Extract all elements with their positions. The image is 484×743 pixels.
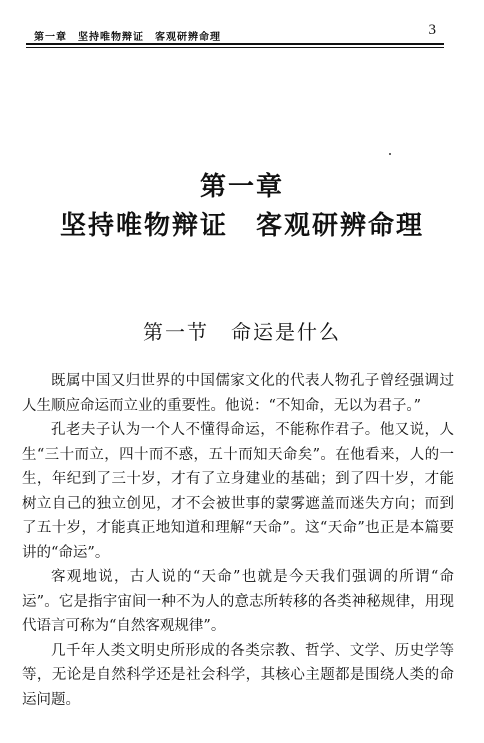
paragraph: 孔老夫子认为一个人不懂得命运，不能称作君子。他又说，人生“三十而立，四十而不惑，五十而知天命矣”。在他看来，人的一生，年纪到了三十岁，才有了立身建业的基础；到了四十岁，才能树立自己的独立创见，才不会被世事的蒙雾遮盖而迷失方向；而到了五十岁，才能真正地知道和理解“天命”。这“天命”也正是本篇要讲的“命运”。 <box>22 422 454 561</box>
page-number: 3 <box>428 22 436 38</box>
paragraph: 既属中国又归世界的中国儒家文化的代表人物孔子曾经强调过人生顺应命运而立业的重要性。他说：“不知命，无以为君子。” <box>22 373 454 414</box>
section-title: 第一节 命运是什么 <box>143 320 341 344</box>
chapter-number: 第一章 <box>199 172 284 202</box>
paragraph: 几千年人类文明史所形成的各类宗教、哲学、文学、历史学等等，无论是自然科学还是社会科学，其核心主题都是围绕人类的命运问题。 <box>22 642 454 708</box>
header-rule-thin <box>26 47 444 48</box>
header-rule-thick <box>26 43 444 45</box>
page-header <box>26 22 444 44</box>
chapter-title: 坚持唯物辩证 客观研辨命理 <box>59 211 424 241</box>
running-title: 第一章 坚持唯物辩证 客观研辨命理 <box>34 32 221 43</box>
body-text <box>22 369 454 712</box>
speck <box>389 153 391 155</box>
paragraph: 客观地说，古人说的“天命”也就是今天我们强调的所谓“命运”。它是指宇宙间一种不为人的意志所转移的各类神秘规律，用现代语言可称为“自然客观规律”。 <box>22 569 454 634</box>
